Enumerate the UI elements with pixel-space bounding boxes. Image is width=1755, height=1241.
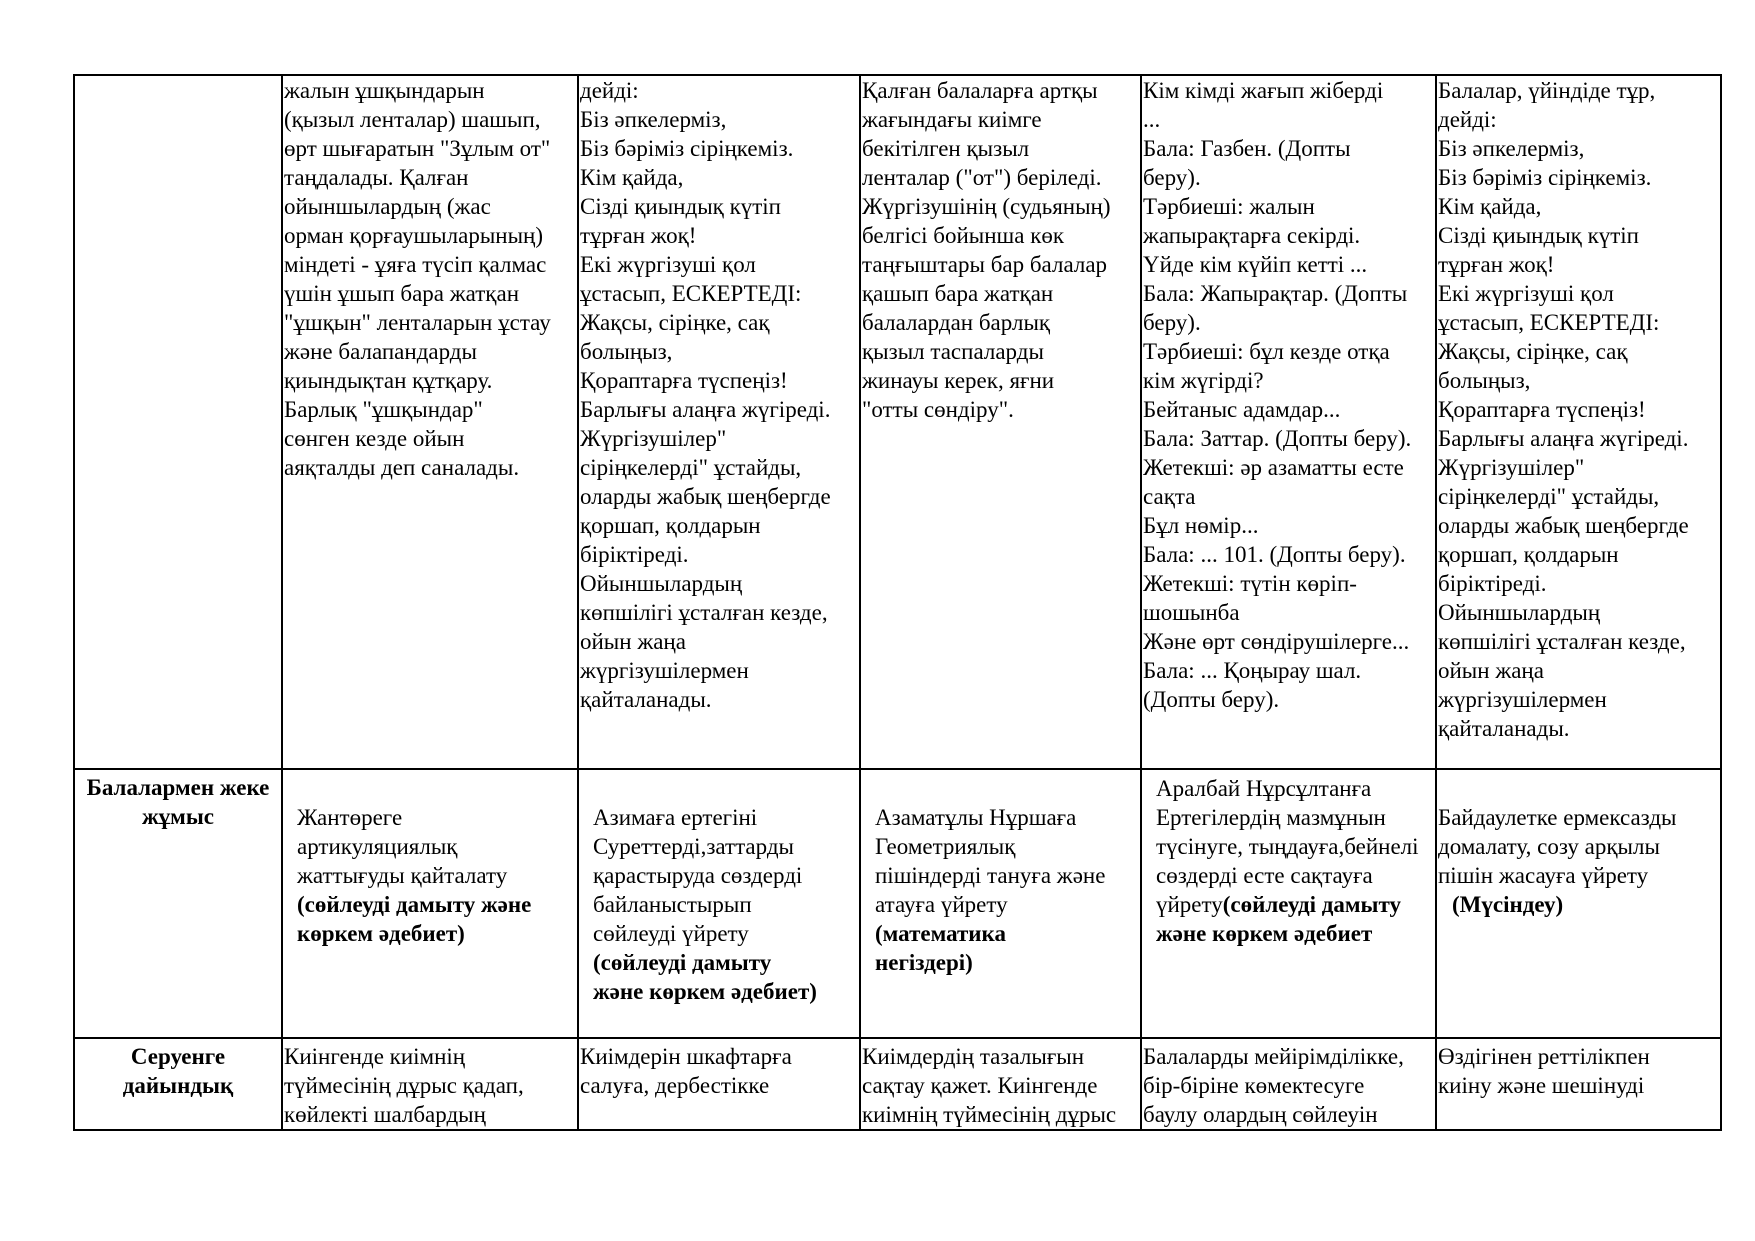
cell-text: Байдаулетке ермексазды домалату, созу арқылы пішін жасауға үйрету [1438,805,1677,888]
cell-friday: Балалар, үйіндіде тұр, дейді: Біз әпкелерміз, Біз бәріміз сіріңкеміз. Кім қайда, Сізді қиындық күтіп тұрған жоқ! Екі жүргізуші қол ұстасып, ЕСКЕРТЕДІ: Жақсы, сіріңке, сақ болыңыз, Қораптарға түспеңіз! Барлығы алаңға жүгіреді. Жүргізушілер" сіріңкелерді" ұстайды, оларды жабық шеңбергде қоршап, қолдарын біріктіреді. Ойыншылардың көпшілігі ұсталған кезде, ойын жаңа жүргізушілермен қайталанады. [1436,75,1721,769]
cell-tuesday: Киімдерін шкафтарға салуға, дербестікке [578,1038,860,1130]
cell-text: Азимаға ертегіні Суреттерді,заттарды қарастыруда сөздерді байланыстырып сөйлеуді үйрету [593,805,803,946]
table-row-games [74,75,1721,769]
cell-wednesday: Қалған балаларға артқы жағындағы киімге бекітілген қызыл ленталар ("от") беріледі. Жүргізушінің (судьяның) белгісі бойынша көк таңғыштары бар балалар қашып бара жатқан балалардан барлық қызыл таспаларды жинауы керек, яғни "отты сөндіру". [860,75,1141,769]
lesson-plan-table [73,74,1722,1131]
table-row-individual-work [74,769,1721,1038]
cell-thursday [1141,769,1436,1038]
row-label-individual-work: Балалармен жеке жұмыс [74,769,282,1038]
cell-wednesday [860,769,1141,1038]
row-label-walk-preparation: Серуенге дайындық [74,1038,282,1130]
cell-subject-inline: (сөйлеуді дамыту [1222,892,1402,917]
cell-subject: (сөйлеуді дамыту және көркем әдебиет) [297,892,532,946]
cell-text: Жантөреге артикуляциялық жаттығуды қайталату [297,805,508,888]
cell-friday: Өздігінен реттілікпен киіну және шешінуді [1436,1038,1721,1130]
cell-subject: және көркем әдебиет [1156,921,1373,946]
table-row-walk-preparation [74,1038,1721,1130]
cell-thursday: Кім кімді жағып жіберді ... Бала: Газбен. (Допты беру). Тәрбиеші: жалын жапырақтарға секірді. Үйде кім күйіп кетті ... Бала: Жапырақтар. (Допты беру). Тәрбиеші: бұл кезде отқа кім жүгірді? Бейтаныс адамдар... Бала: Заттар. (Допты беру). Жетекші: әр азаматты есте сақта Бұл нөмір... Бала: ... 101. (Допты беру). Жетекші: түтін көріп- шошынба Және өрт сөндірушілерге... Бала: ... Қоңырау шал. (Допты беру). [1141,75,1436,769]
cell-thursday: Балаларды мейірімділікке, бір-біріне көмектесуге баулу олардың сөйлеуін [1141,1038,1436,1130]
cell-monday: жалын ұшқындарын (қызыл ленталар) шашып, өрт шығаратын "Зұлым от" таңдалады. Қалған ойыншылардың (жас орман қорғаушыларының) міндеті - ұяға түсіп қалмас үшін ұшып бара жатқан "ұшқын" ленталарын ұстау және балапандарды қиындықтан құтқару. Барлық "ұшқындар" сөнген кезде ойын аяқталды деп саналады. [282,75,578,769]
cell-monday [282,769,578,1038]
cell-subject: (сөйлеуді дамыту және көркем әдебиет) [593,950,817,1004]
row-label-empty [74,75,282,769]
cell-subject: (Мүсіндеу) [1452,892,1564,917]
cell-monday: Киінгенде киімнің түймесінің дұрыс қадап, көйлекті шалбардың [282,1038,578,1130]
cell-friday [1436,769,1721,1038]
cell-text: Аралбай Нұрсұлтанға Ертегілердің мазмұнын түсінуге, тыңдауға,бейнелі сөздерді есте сақтауға үйрету [1156,776,1419,917]
cell-wednesday: Киімдердің тазалығын сақтау қажет. Киінгенде киімнің түймесінің дұрыс [860,1038,1141,1130]
cell-text: Азаматұлы Нұршаға Геометриялық пішіндерді тануға және атауға үйрету [875,805,1106,917]
cell-tuesday: дейді: Біз әпкелерміз, Біз бәріміз сіріңкеміз. Кім қайда, Сізді қиындық күтіп тұрған жоқ! Екі жүргізуші қол ұстасып, ЕСКЕРТЕДІ: Жақсы, сіріңке, сақ болыңыз, Қораптарға түспеңіз! Барлығы алаңға жүгіреді. Жүргізушілер" сіріңкелерді" ұстайды, оларды жабық шеңбергде қоршап, қолдарын біріктіреді. Ойыншылардың көпшілігі ұсталған кезде, ойын жаңа жүргізушілермен қайталанады. [578,75,860,769]
cell-tuesday [578,769,860,1038]
cell-subject: (математика негіздері) [875,921,1006,975]
